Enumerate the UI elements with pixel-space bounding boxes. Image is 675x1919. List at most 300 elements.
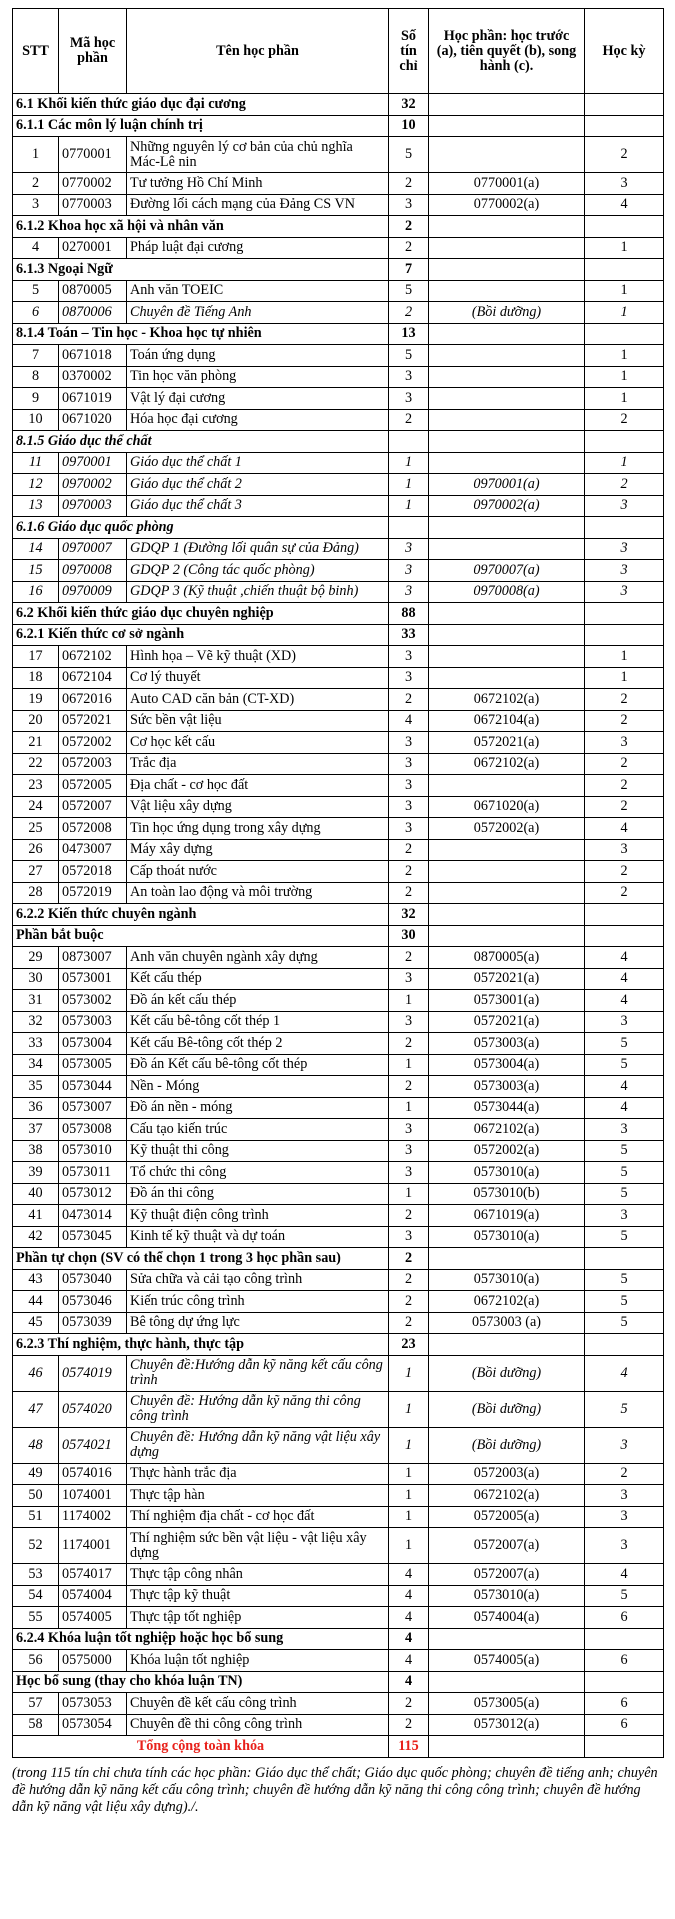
row-course-name: Tổ chức thi công bbox=[127, 1162, 389, 1184]
total-empty-semester bbox=[585, 1736, 664, 1758]
row-credits: 3 bbox=[389, 560, 429, 582]
row-prerequisite bbox=[429, 839, 585, 861]
section-empty-semester bbox=[585, 1334, 664, 1356]
row-semester: 2 bbox=[585, 882, 664, 904]
section-credits: 13 bbox=[389, 323, 429, 345]
section-empty-prereq bbox=[429, 216, 585, 238]
section-empty-semester bbox=[585, 603, 664, 625]
row-semester: 3 bbox=[585, 1205, 664, 1227]
document-page bbox=[12, 8, 663, 1816]
row-course-name: Trắc địa bbox=[127, 753, 389, 775]
row-stt: 34 bbox=[13, 1054, 59, 1076]
section-credits: 32 bbox=[389, 94, 429, 116]
row-prerequisite bbox=[429, 646, 585, 668]
row-course-name: Cấu tạo kiến trúc bbox=[127, 1119, 389, 1141]
section-empty-semester bbox=[585, 115, 664, 137]
course-row bbox=[13, 1291, 664, 1313]
section-row bbox=[13, 323, 664, 345]
row-prerequisite: 0672102(a) bbox=[429, 689, 585, 711]
row-prerequisite: 0573010(a) bbox=[429, 1585, 585, 1607]
row-course-name: GDQP 2 (Công tác quốc phòng) bbox=[127, 560, 389, 582]
section-title: Học bổ sung (thay cho khóa luận TN) bbox=[13, 1671, 389, 1693]
course-row bbox=[13, 237, 664, 259]
row-stt: 35 bbox=[13, 1076, 59, 1098]
section-empty-semester bbox=[585, 323, 664, 345]
row-prerequisite: 0572021(a) bbox=[429, 968, 585, 990]
section-empty-prereq bbox=[429, 1334, 585, 1356]
header-semester: Học kỳ bbox=[585, 9, 664, 94]
row-course-name: Đồ án kết cấu thép bbox=[127, 990, 389, 1012]
row-stt: 29 bbox=[13, 947, 59, 969]
row-prerequisite: 0573010(a) bbox=[429, 1226, 585, 1248]
curriculum-table bbox=[12, 8, 664, 1758]
course-row bbox=[13, 1693, 664, 1715]
row-prerequisite: 0572002(a) bbox=[429, 1140, 585, 1162]
course-row bbox=[13, 818, 664, 840]
section-empty-semester bbox=[585, 431, 664, 453]
row-course-name: Thực tập hàn bbox=[127, 1485, 389, 1507]
course-row bbox=[13, 1485, 664, 1507]
section-title: 8.1.5 Giáo dục thể chất bbox=[13, 431, 389, 453]
row-credits: 3 bbox=[389, 968, 429, 990]
row-course-code: 0574005 bbox=[59, 1607, 127, 1629]
row-course-name: Kết cấu thép bbox=[127, 968, 389, 990]
row-prerequisite: 0672102(a) bbox=[429, 1291, 585, 1313]
course-row bbox=[13, 560, 664, 582]
row-stt: 33 bbox=[13, 1033, 59, 1055]
row-stt: 43 bbox=[13, 1269, 59, 1291]
row-stt: 28 bbox=[13, 882, 59, 904]
section-empty-prereq bbox=[429, 323, 585, 345]
row-semester: 1 bbox=[585, 302, 664, 324]
row-course-code: 0473007 bbox=[59, 839, 127, 861]
row-semester: 3 bbox=[585, 581, 664, 603]
course-row bbox=[13, 667, 664, 689]
row-credits: 2 bbox=[389, 1291, 429, 1313]
row-prerequisite: 0573012(a) bbox=[429, 1714, 585, 1736]
section-row bbox=[13, 431, 664, 453]
course-row bbox=[13, 366, 664, 388]
row-semester: 3 bbox=[585, 173, 664, 195]
row-semester: 5 bbox=[585, 1162, 664, 1184]
section-empty-semester bbox=[585, 259, 664, 281]
row-credits: 3 bbox=[389, 366, 429, 388]
row-stt: 45 bbox=[13, 1312, 59, 1334]
section-empty-prereq bbox=[429, 431, 585, 453]
row-prerequisite: 0573005(a) bbox=[429, 1693, 585, 1715]
course-row bbox=[13, 1463, 664, 1485]
row-stt: 9 bbox=[13, 388, 59, 410]
section-title: Phần bắt buộc bbox=[13, 925, 389, 947]
row-course-code: 0572021 bbox=[59, 710, 127, 732]
course-row bbox=[13, 689, 664, 711]
row-prerequisite: 0573003(a) bbox=[429, 1076, 585, 1098]
course-row bbox=[13, 775, 664, 797]
header-course-name: Tên học phần bbox=[127, 9, 389, 94]
row-course-code: 0473014 bbox=[59, 1205, 127, 1227]
row-course-name: Sửa chữa và cải tạo công trình bbox=[127, 1269, 389, 1291]
row-course-name: Chuyên đề kết cấu công trình bbox=[127, 1693, 389, 1715]
row-prerequisite: 0572005(a) bbox=[429, 1506, 585, 1528]
course-row bbox=[13, 1506, 664, 1528]
row-semester: 3 bbox=[585, 839, 664, 861]
row-credits: 3 bbox=[389, 1226, 429, 1248]
row-credits: 2 bbox=[389, 882, 429, 904]
section-title: 6.2 Khối kiến thức giáo dục chuyên nghiệp bbox=[13, 603, 389, 625]
row-credits: 5 bbox=[389, 280, 429, 302]
row-course-code: 0671019 bbox=[59, 388, 127, 410]
row-course-name: Tin học văn phòng bbox=[127, 366, 389, 388]
row-semester: 4 bbox=[585, 818, 664, 840]
row-prerequisite: 0672104(a) bbox=[429, 710, 585, 732]
row-course-name: Chuyên đề: Hướng dẫn kỹ năng vật liệu xây dựng bbox=[127, 1427, 389, 1463]
row-course-name: Những nguyên lý cơ bản của chủ nghĩa Mác-Lê nin bbox=[127, 137, 389, 173]
row-semester: 1 bbox=[585, 388, 664, 410]
section-row bbox=[13, 1628, 664, 1650]
row-stt: 16 bbox=[13, 581, 59, 603]
row-semester: 2 bbox=[585, 775, 664, 797]
row-course-code: 0573010 bbox=[59, 1140, 127, 1162]
row-semester: 4 bbox=[585, 1076, 664, 1098]
row-prerequisite: (Bồi dưỡng) bbox=[429, 1355, 585, 1391]
row-credits: 2 bbox=[389, 173, 429, 195]
row-prerequisite: 0573044(a) bbox=[429, 1097, 585, 1119]
section-empty-semester bbox=[585, 517, 664, 539]
course-row bbox=[13, 947, 664, 969]
row-course-name: Anh văn TOEIC bbox=[127, 280, 389, 302]
row-stt: 14 bbox=[13, 538, 59, 560]
row-prerequisite: 0572002(a) bbox=[429, 818, 585, 840]
row-credits: 4 bbox=[389, 1607, 429, 1629]
section-empty-prereq bbox=[429, 624, 585, 646]
row-stt: 5 bbox=[13, 280, 59, 302]
header-stt: STT bbox=[13, 9, 59, 94]
row-stt: 55 bbox=[13, 1607, 59, 1629]
course-row bbox=[13, 1650, 664, 1672]
row-course-code: 0573003 bbox=[59, 1011, 127, 1033]
row-semester: 6 bbox=[585, 1693, 664, 1715]
row-prerequisite bbox=[429, 237, 585, 259]
section-credits: 2 bbox=[389, 216, 429, 238]
row-prerequisite: 0671020(a) bbox=[429, 796, 585, 818]
row-semester: 4 bbox=[585, 1097, 664, 1119]
row-stt: 12 bbox=[13, 474, 59, 496]
row-course-name: Chuyên đề thi công công trình bbox=[127, 1714, 389, 1736]
row-credits: 3 bbox=[389, 538, 429, 560]
course-row bbox=[13, 409, 664, 431]
row-course-code: 0574017 bbox=[59, 1564, 127, 1586]
row-course-name: Chuyên đề:Hướng dẫn kỹ năng kết cấu công trình bbox=[127, 1355, 389, 1391]
row-course-name: GDQP 3 (Kỹ thuật ,chiến thuật bộ binh) bbox=[127, 581, 389, 603]
row-course-code: 0572005 bbox=[59, 775, 127, 797]
row-semester: 2 bbox=[585, 1463, 664, 1485]
row-credits: 4 bbox=[389, 1650, 429, 1672]
row-course-name: Nền - Móng bbox=[127, 1076, 389, 1098]
course-row bbox=[13, 968, 664, 990]
section-empty-prereq bbox=[429, 925, 585, 947]
section-title: 6.1 Khối kiến thức giáo dục đại cương bbox=[13, 94, 389, 116]
course-row bbox=[13, 1226, 664, 1248]
row-course-name: Bê tông dự ứng lực bbox=[127, 1312, 389, 1334]
row-course-name: Pháp luật đại cương bbox=[127, 237, 389, 259]
section-empty-prereq bbox=[429, 517, 585, 539]
row-stt: 6 bbox=[13, 302, 59, 324]
row-semester: 1 bbox=[585, 667, 664, 689]
row-credits: 4 bbox=[389, 710, 429, 732]
course-row bbox=[13, 753, 664, 775]
section-empty-semester bbox=[585, 624, 664, 646]
row-course-code: 0573046 bbox=[59, 1291, 127, 1313]
row-semester: 3 bbox=[585, 538, 664, 560]
row-credits: 5 bbox=[389, 137, 429, 173]
row-credits: 2 bbox=[389, 409, 429, 431]
course-row bbox=[13, 1097, 664, 1119]
section-title: 6.2.1 Kiến thức cơ sở ngành bbox=[13, 624, 389, 646]
row-course-code: 0770003 bbox=[59, 194, 127, 216]
total-row bbox=[13, 1736, 664, 1758]
row-semester: 1 bbox=[585, 366, 664, 388]
course-row bbox=[13, 710, 664, 732]
row-semester: 1 bbox=[585, 345, 664, 367]
row-course-code: 0573005 bbox=[59, 1054, 127, 1076]
row-course-code: 1074001 bbox=[59, 1485, 127, 1507]
row-credits: 2 bbox=[389, 947, 429, 969]
row-semester: 2 bbox=[585, 861, 664, 883]
row-course-code: 0572019 bbox=[59, 882, 127, 904]
course-row bbox=[13, 1011, 664, 1033]
row-credits: 2 bbox=[389, 861, 429, 883]
row-prerequisite: 0573001(a) bbox=[429, 990, 585, 1012]
row-prerequisite: 0572021(a) bbox=[429, 1011, 585, 1033]
row-semester: 4 bbox=[585, 1564, 664, 1586]
row-credits: 3 bbox=[389, 1162, 429, 1184]
row-credits: 3 bbox=[389, 667, 429, 689]
row-credits: 1 bbox=[389, 1054, 429, 1076]
row-course-name: Anh văn chuyên ngành xây dựng bbox=[127, 947, 389, 969]
row-stt: 2 bbox=[13, 173, 59, 195]
row-prerequisite: 0672102(a) bbox=[429, 1119, 585, 1141]
section-row bbox=[13, 1334, 664, 1356]
row-credits: 2 bbox=[389, 839, 429, 861]
row-credits: 3 bbox=[389, 581, 429, 603]
course-row bbox=[13, 796, 664, 818]
row-prerequisite: 0573010(b) bbox=[429, 1183, 585, 1205]
section-row bbox=[13, 94, 664, 116]
course-row bbox=[13, 1607, 664, 1629]
row-course-name: Kết cấu Bê-tông cốt thép 2 bbox=[127, 1033, 389, 1055]
row-stt: 37 bbox=[13, 1119, 59, 1141]
row-semester: 3 bbox=[585, 1011, 664, 1033]
section-row bbox=[13, 624, 664, 646]
row-semester: 2 bbox=[585, 474, 664, 496]
section-row bbox=[13, 115, 664, 137]
course-row bbox=[13, 882, 664, 904]
row-course-name: Thực tập kỹ thuật bbox=[127, 1585, 389, 1607]
section-title: 8.1.4 Toán – Tin học - Khoa học tự nhiên bbox=[13, 323, 389, 345]
row-course-code: 0572002 bbox=[59, 732, 127, 754]
row-stt: 42 bbox=[13, 1226, 59, 1248]
row-stt: 51 bbox=[13, 1506, 59, 1528]
row-semester: 5 bbox=[585, 1585, 664, 1607]
row-credits: 1 bbox=[389, 1427, 429, 1463]
row-credits: 2 bbox=[389, 689, 429, 711]
row-course-name: Máy xây dựng bbox=[127, 839, 389, 861]
row-course-code: 0574021 bbox=[59, 1427, 127, 1463]
section-empty-semester bbox=[585, 1671, 664, 1693]
row-course-name: Thực tập tốt nghiệp bbox=[127, 1607, 389, 1629]
row-stt: 7 bbox=[13, 345, 59, 367]
section-title: 6.2.3 Thí nghiệm, thực hành, thực tập bbox=[13, 1334, 389, 1356]
row-semester: 3 bbox=[585, 560, 664, 582]
row-semester: 3 bbox=[585, 495, 664, 517]
row-stt: 57 bbox=[13, 1693, 59, 1715]
row-course-name: Đồ án nền - móng bbox=[127, 1097, 389, 1119]
section-title: 6.2.4 Khóa luận tốt nghiệp hoặc học bổ sung bbox=[13, 1628, 389, 1650]
row-credits: 1 bbox=[389, 1506, 429, 1528]
row-credits: 1 bbox=[389, 1528, 429, 1564]
row-course-code: 0671020 bbox=[59, 409, 127, 431]
row-prerequisite bbox=[429, 667, 585, 689]
row-course-code: 0572007 bbox=[59, 796, 127, 818]
row-semester: 3 bbox=[585, 1119, 664, 1141]
section-empty-semester bbox=[585, 1248, 664, 1270]
row-semester: 3 bbox=[585, 1427, 664, 1463]
row-course-name: Auto CAD căn bản (CT-XD) bbox=[127, 689, 389, 711]
row-course-code: 0574020 bbox=[59, 1391, 127, 1427]
row-semester: 3 bbox=[585, 1485, 664, 1507]
row-prerequisite: 0671019(a) bbox=[429, 1205, 585, 1227]
row-prerequisite bbox=[429, 388, 585, 410]
row-course-name: Khóa luận tốt nghiệp bbox=[127, 1650, 389, 1672]
row-course-code: 0572018 bbox=[59, 861, 127, 883]
row-course-name: Địa chất - cơ học đất bbox=[127, 775, 389, 797]
row-stt: 44 bbox=[13, 1291, 59, 1313]
row-credits: 2 bbox=[389, 1312, 429, 1334]
row-stt: 38 bbox=[13, 1140, 59, 1162]
row-stt: 24 bbox=[13, 796, 59, 818]
row-prerequisite bbox=[429, 137, 585, 173]
course-row bbox=[13, 1714, 664, 1736]
course-row bbox=[13, 1528, 664, 1564]
row-course-name: Thí nghiệm sức bền vật liệu - vật liệu xây dựng bbox=[127, 1528, 389, 1564]
row-stt: 13 bbox=[13, 495, 59, 517]
row-credits: 4 bbox=[389, 1585, 429, 1607]
row-prerequisite: 0573010(a) bbox=[429, 1162, 585, 1184]
course-row bbox=[13, 1054, 664, 1076]
section-empty-prereq bbox=[429, 1671, 585, 1693]
course-row bbox=[13, 861, 664, 883]
row-semester: 5 bbox=[585, 1140, 664, 1162]
section-row bbox=[13, 259, 664, 281]
row-stt: 39 bbox=[13, 1162, 59, 1184]
row-semester: 6 bbox=[585, 1650, 664, 1672]
row-credits: 4 bbox=[389, 1564, 429, 1586]
row-stt: 52 bbox=[13, 1528, 59, 1564]
row-semester: 3 bbox=[585, 1528, 664, 1564]
course-row bbox=[13, 646, 664, 668]
course-row bbox=[13, 1162, 664, 1184]
row-course-name: Giáo dục thể chất 1 bbox=[127, 452, 389, 474]
row-prerequisite: 0573004(a) bbox=[429, 1054, 585, 1076]
section-credits: 88 bbox=[389, 603, 429, 625]
row-course-code: 0573012 bbox=[59, 1183, 127, 1205]
row-course-code: 0573039 bbox=[59, 1312, 127, 1334]
course-row bbox=[13, 732, 664, 754]
section-empty-prereq bbox=[429, 603, 585, 625]
header-credits: Số tín chỉ bbox=[389, 9, 429, 94]
row-prerequisite bbox=[429, 280, 585, 302]
row-credits: 1 bbox=[389, 1463, 429, 1485]
row-stt: 27 bbox=[13, 861, 59, 883]
header-course-code: Mã học phần bbox=[59, 9, 127, 94]
row-semester: 2 bbox=[585, 137, 664, 173]
course-row bbox=[13, 1564, 664, 1586]
course-row bbox=[13, 388, 664, 410]
course-row bbox=[13, 1033, 664, 1055]
row-course-code: 0575000 bbox=[59, 1650, 127, 1672]
row-course-name: Giáo dục thể chất 3 bbox=[127, 495, 389, 517]
row-prerequisite: (Bồi dưỡng) bbox=[429, 302, 585, 324]
row-prerequisite bbox=[429, 409, 585, 431]
table-header-row bbox=[13, 9, 664, 94]
row-course-name: Thí nghiệm địa chất - cơ học đất bbox=[127, 1506, 389, 1528]
course-row bbox=[13, 1427, 664, 1463]
row-course-code: 0573040 bbox=[59, 1269, 127, 1291]
row-course-code: 0574004 bbox=[59, 1585, 127, 1607]
row-semester: 4 bbox=[585, 194, 664, 216]
section-credits: 7 bbox=[389, 259, 429, 281]
row-credits: 3 bbox=[389, 775, 429, 797]
row-course-name: Kỹ thuật thi công bbox=[127, 1140, 389, 1162]
row-prerequisite: 0870005(a) bbox=[429, 947, 585, 969]
row-semester: 5 bbox=[585, 1033, 664, 1055]
row-semester: 3 bbox=[585, 1506, 664, 1528]
row-prerequisite bbox=[429, 366, 585, 388]
course-row bbox=[13, 474, 664, 496]
row-stt: 46 bbox=[13, 1355, 59, 1391]
row-credits: 1 bbox=[389, 990, 429, 1012]
row-prerequisite: 0770002(a) bbox=[429, 194, 585, 216]
row-semester: 1 bbox=[585, 237, 664, 259]
row-course-name: Đồ án thi công bbox=[127, 1183, 389, 1205]
section-empty-semester bbox=[585, 925, 664, 947]
section-empty-prereq bbox=[429, 1248, 585, 1270]
row-course-code: 0970007 bbox=[59, 538, 127, 560]
row-stt: 32 bbox=[13, 1011, 59, 1033]
row-course-code: 0770001 bbox=[59, 137, 127, 173]
row-course-name: Đồ án Kết cấu bê-tông cốt thép bbox=[127, 1054, 389, 1076]
row-credits: 3 bbox=[389, 818, 429, 840]
course-row bbox=[13, 1312, 664, 1334]
row-stt: 4 bbox=[13, 237, 59, 259]
row-course-code: 0573053 bbox=[59, 1693, 127, 1715]
row-prerequisite: 0970008(a) bbox=[429, 581, 585, 603]
course-row bbox=[13, 581, 664, 603]
row-prerequisite: 0572007(a) bbox=[429, 1528, 585, 1564]
section-empty-prereq bbox=[429, 94, 585, 116]
row-stt: 22 bbox=[13, 753, 59, 775]
course-row bbox=[13, 280, 664, 302]
section-title: 6.1.6 Giáo dục quốc phòng bbox=[13, 517, 389, 539]
row-prerequisite: 0572003(a) bbox=[429, 1463, 585, 1485]
row-course-code: 1174001 bbox=[59, 1528, 127, 1564]
row-stt: 8 bbox=[13, 366, 59, 388]
row-prerequisite: 0573010(a) bbox=[429, 1269, 585, 1291]
row-course-code: 0573054 bbox=[59, 1714, 127, 1736]
section-credits bbox=[389, 517, 429, 539]
course-row bbox=[13, 839, 664, 861]
row-stt: 50 bbox=[13, 1485, 59, 1507]
